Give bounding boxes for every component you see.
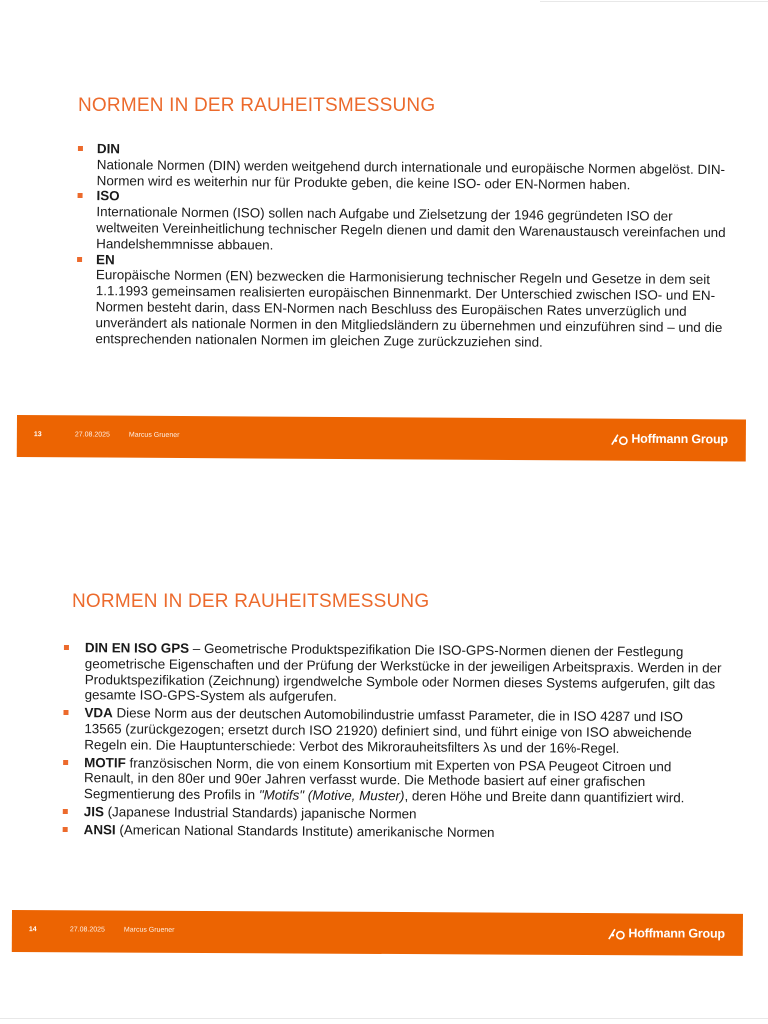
item-heading: VDA (84, 705, 113, 721)
slide-footer (17, 415, 746, 461)
list-item-vda (63, 705, 723, 757)
bullet-list (63, 640, 724, 844)
bullet-square-icon (63, 827, 68, 832)
item-heading: DIN (96, 141, 121, 157)
hoffmann-logo (607, 926, 725, 941)
hoffmann-logo-icon (607, 926, 625, 940)
bullet-square-icon (63, 809, 68, 814)
list-item-din-en-iso-gps (64, 640, 724, 708)
item-heading: ISO (96, 188, 120, 204)
scan-edge-bottom (0, 1018, 768, 1019)
list-item-motif (63, 755, 723, 807)
footer-date: 27.08.2025 (69, 926, 105, 934)
bullet-square-icon (77, 257, 82, 262)
list-item-din (78, 141, 738, 194)
list-item-ansi (63, 822, 723, 842)
item-heading: EN (96, 251, 115, 267)
item-heading: ANSI (83, 821, 116, 838)
item-text: (Japanese Industrial Standards) japanische Normen (103, 804, 417, 822)
item-text-after: , deren Höhe und Breite dann quantifiziert wird. (404, 788, 685, 806)
slide-title: NORMEN IN DER RAUHEITSMESSUNG (78, 95, 436, 116)
bullet-square-icon (63, 710, 68, 715)
list-item-en (76, 252, 737, 352)
item-text: Internationale Normen (ISO) sollen nach Aufgabe und Zielsetzung der 1946 gegründeten ISO der weltweiten Vereinheitlichung technischer Regeln dienen und damit den Warenaustausch vereinfachen und Handelshemmnisse abbauen. (96, 204, 726, 253)
item-heading: MOTIF (84, 754, 126, 771)
slide-14 (0, 500, 768, 970)
item-text-italic: "Motifs" (Motive, Muster) (258, 787, 405, 804)
item-heading: DIN EN ISO GPS (84, 640, 190, 656)
item-text: Diese Norm aus der deutschen Automobilindustrie umfasst Parameter, die in ISO 4287 und ISO 13565 (zurückgezogen; ersetzt durch ISO 21920) definiert sind, und führt einige von ISO abweichende Regeln ein. Die Hauptunterschiede: Verbot des Mikrorauheitsfilters λs und der 16%-Regel. (84, 705, 692, 756)
footer-author: Marcus Gruener (123, 926, 175, 934)
item-text: Europäische Normen (EN) bezwecken die Harmonisierung technischer Regeln und Gesetze in dem seit 1.1.1993 gemeinsamen realisierten europäischen Binnenmarkt. Der Unterschied zwischen ISO- und EN-Normen besteht darin, dass EN-Normen nach Beschluss des Europäischen Rates unverzüglich und unverändert als nationale Normen in den Mitgliedsländern zu übernehmen und einzuführen sind – und die entsprechenden nationalen Normen im gleichen Zuge zurückzuziehen sind. (95, 267, 723, 350)
slide-title: NORMEN IN DER RAUHEITSMESSUNG (72, 591, 430, 612)
bullet-square-icon (78, 146, 83, 151)
slide-13 (0, 0, 768, 470)
list-item-iso (77, 188, 737, 256)
item-text: – Geometrische Produktspezifikation Die ISO-GPS-Normen dienen der Festlegung geometrische Eigenschaften und der Prüfung der Werkstücke in der jeweiligen Arbeitspraxis. Werden in der Produktspezifikation (Zeichnung) irgendwelche Symbole oder Normen dieses Systems aufgerufen, gilt das gesamte ISO-GPS-System als aufgerufen. (84, 640, 722, 705)
bullet-square-icon (64, 645, 69, 650)
scan-edge-top (540, 1, 768, 2)
item-text: (American National Standards Institute) amerikanische Normen (115, 822, 495, 840)
item-text: französischen Norm, die von einem Konsortium mit Experten von PSA Peugeot Citroen und Renault, in den 80er und 90er Jahren verfasst wurde. Die Methode basiert auf einer grafischen Segmentierung des Profils in (83, 755, 672, 803)
item-heading: JIS (83, 804, 104, 820)
hoffmann-logo (610, 432, 728, 447)
bullet-square-icon (78, 193, 83, 198)
slide-footer (12, 910, 743, 956)
logo-text: Hoffmann Group (631, 431, 728, 447)
footer-author: Marcus Gruener (128, 431, 180, 439)
logo-text: Hoffmann Group (628, 926, 725, 941)
hoffmann-logo-icon (610, 432, 628, 446)
page-number: 14 (28, 926, 37, 934)
item-text: Nationale Normen (DIN) werden weitgehend durch internationale und europäische Normen abgelöst. DIN-Normen wird es weiterhin nur für Produkte geben, die keine ISO- oder EN-Normen haben. (96, 156, 726, 192)
footer-date: 27.08.2025 (74, 431, 110, 439)
page-number: 13 (33, 431, 42, 439)
bullet-square-icon (63, 760, 68, 765)
list-item-jis (63, 804, 723, 824)
bullet-list (76, 141, 738, 352)
